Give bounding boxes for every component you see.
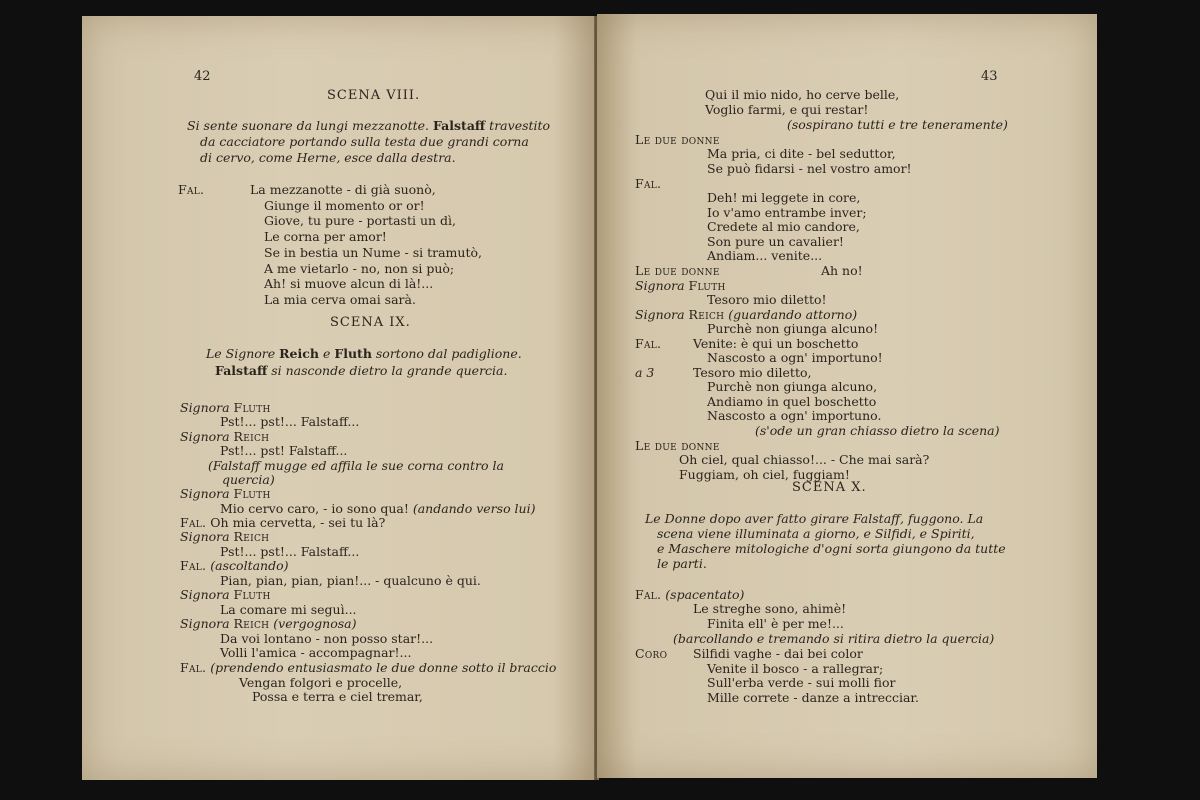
- text-run: La comare mi seguì...: [220, 602, 357, 617]
- text-run: Fal.: [635, 176, 662, 191]
- dialogue-line: [707, 146, 896, 161]
- dialogue-line: [673, 631, 994, 646]
- stage-direction: [657, 526, 975, 541]
- text-run: Fal.: [635, 587, 662, 602]
- text-run: Signora: [635, 307, 689, 322]
- text-run: scena viene illuminata a giorno, e Silfidi, e Spiriti,: [657, 526, 975, 541]
- dialogue-line: [635, 646, 667, 661]
- text-run: Pst!... pst!... Falstaff...: [220, 544, 360, 559]
- text-run: e Maschere mitologiche d'ogni sorta giungono da tutte: [657, 541, 1006, 556]
- text-run: Reich: [233, 616, 270, 631]
- dialogue-line: [635, 307, 857, 322]
- text-run: Mille correte - danze a intrecciar.: [707, 690, 919, 705]
- text-run: Finita ell' è per me!...: [707, 616, 844, 631]
- dialogue-line: [220, 631, 433, 646]
- dialogue-line: [180, 616, 356, 631]
- verse-line: La mia cerva omai sarà.: [264, 292, 416, 307]
- dialogue-line: [707, 248, 822, 263]
- text-run: Le Signore: [206, 346, 280, 361]
- dialogue-line: [707, 379, 877, 394]
- dialogue-line: [707, 292, 827, 307]
- text-run: travestito: [485, 118, 551, 133]
- text-run: Silfidi vaghe - dai bei color: [693, 646, 863, 661]
- dialogue-line: [635, 176, 661, 191]
- dialogue-line: [180, 587, 271, 602]
- dialogue-line: [707, 675, 895, 690]
- text-run: (andando verso lui): [412, 501, 536, 516]
- text-run: Ah no!: [821, 263, 863, 278]
- text-run: Fluth: [233, 587, 271, 602]
- dialogue-line: [239, 675, 402, 690]
- text-run: (Falstaff mugge ed affila le sue corna contro la: [208, 458, 504, 473]
- dialogue-line: [707, 190, 860, 205]
- text-run: si nasconde dietro la grande quercia.: [267, 363, 508, 378]
- right-page: [597, 14, 1097, 778]
- speaker-label: Fal.: [178, 182, 205, 197]
- dialogue-line: [180, 486, 271, 501]
- text-run: (guardando attorno): [724, 307, 858, 322]
- dialogue-line: [220, 573, 481, 588]
- verse-line: A me vietarlo - no, non si può;: [264, 261, 455, 276]
- dialogue-line: [693, 336, 858, 351]
- text-run: Voglio farmi, e qui restar!: [705, 102, 869, 117]
- dialogue-line: [707, 408, 881, 423]
- dialogue-line: [220, 443, 347, 458]
- text-run: da cacciatore portando sulla testa due grandi corna: [200, 134, 529, 149]
- dialogue-line: [693, 646, 863, 661]
- dialogue-line: [208, 458, 504, 473]
- text-run: Ma pria, ci dite - bel seduttor,: [707, 146, 896, 161]
- dialogue-line: [180, 400, 271, 415]
- dialogue-line: [705, 87, 899, 102]
- text-run: Signora: [180, 529, 234, 544]
- text-run: Se può fidarsi - nel vostro amor!: [707, 161, 912, 176]
- stage-direction: [657, 541, 1006, 556]
- text-run: Le due donne: [635, 263, 720, 278]
- text-run: e: [318, 346, 335, 361]
- text-run: Son pure un cavalier!: [707, 234, 844, 249]
- dialogue-line: [220, 602, 357, 617]
- dialogue-line: [707, 690, 919, 705]
- text-run: Signora: [180, 616, 234, 631]
- dialogue-line: [755, 423, 1000, 438]
- text-run: a 3: [635, 365, 655, 380]
- text-run: Purchè non giunga alcuno!: [707, 321, 879, 336]
- stage-direction: [215, 363, 507, 378]
- text-run: Credete al mio candore,: [707, 219, 860, 234]
- dialogue-line: [635, 336, 661, 351]
- text-run: sortono dal padiglione.: [371, 346, 522, 361]
- text-run: (spacentato): [661, 587, 745, 602]
- dialogue-line: [180, 660, 556, 675]
- stage-direction: [657, 556, 707, 571]
- text-run: Le due donne: [635, 438, 720, 453]
- dialogue-line: [821, 263, 863, 278]
- text-run: Mio cervo caro, - io sono qua!: [220, 501, 413, 516]
- dialogue-line: [707, 205, 867, 220]
- text-run: Fal.: [635, 336, 662, 351]
- dialogue-line: [180, 558, 289, 573]
- dialogue-line: [220, 645, 411, 660]
- text-run: Andiamo in quel boschetto: [707, 394, 877, 409]
- text-run: Fluth: [233, 486, 271, 501]
- dialogue-line: [635, 438, 720, 453]
- text-run: Signora: [180, 400, 234, 415]
- text-run: Pian, pian, pian, pian!... - qualcuno è qui.: [220, 573, 481, 588]
- text-run: Tesoro mio diletto,: [693, 365, 812, 380]
- stage-direction: [645, 511, 983, 526]
- dialogue-line: [635, 587, 744, 602]
- dialogue-line: [635, 365, 654, 380]
- page-number: 42: [194, 69, 211, 84]
- text-run: Signora: [180, 587, 234, 602]
- stage-direction: [200, 134, 529, 149]
- text-run: Falstaff: [215, 363, 268, 378]
- text-run: Nascosto a ogn' importuno.: [707, 408, 882, 423]
- page-number: 43: [981, 69, 998, 84]
- text-run: Coro: [635, 646, 668, 661]
- text-run: Sull'erba verde - sui molli fior: [707, 675, 896, 690]
- text-run: Possa e terra e ciel tremar,: [252, 689, 423, 704]
- dialogue-line: [693, 601, 846, 616]
- text-run: (ascoltando): [206, 558, 289, 573]
- dialogue-line: [707, 321, 878, 336]
- text-run: Vengan folgori e procelle,: [239, 675, 403, 690]
- text-run: Nascosto a ogn' importuno!: [707, 350, 883, 365]
- text-run: Andiam... venite...: [707, 248, 823, 263]
- dialogue-line: [693, 365, 811, 380]
- text-run: Da voi lontano - non posso star!...: [220, 631, 434, 646]
- text-run: Pst!... pst! Falstaff...: [220, 443, 348, 458]
- dialogue-line: [707, 234, 844, 249]
- verse-line: Giunge il momento or or!: [264, 198, 425, 213]
- dialogue-line: [707, 219, 860, 234]
- dialogue-line: [180, 515, 385, 530]
- text-run: Venite il bosco - a rallegrar;: [707, 661, 884, 676]
- text-run: Fluth: [233, 400, 271, 415]
- dialogue-line: [635, 132, 720, 147]
- dialogue-line: [635, 278, 726, 293]
- text-run: quercia): [222, 472, 275, 487]
- text-run: Io v'amo entrambe inver;: [707, 205, 867, 220]
- verse-line: Ah! si muove alcun di là!...: [264, 276, 434, 291]
- text-run: Falstaff: [432, 118, 486, 133]
- dialogue-line: [180, 529, 269, 544]
- verse-line: La mezzanotte - di già suonò,: [250, 182, 436, 197]
- text-run: Deh! mi leggete in core,: [707, 190, 861, 205]
- text-run: Reich: [688, 307, 725, 322]
- text-run: (prendendo entusiasmato le due donne sotto il braccio: [206, 660, 557, 675]
- text-run: Tesoro mio diletto!: [707, 292, 827, 307]
- dialogue-line: [635, 263, 720, 278]
- dialogue-line: [180, 429, 269, 444]
- text-run: Signora: [180, 486, 234, 501]
- dialogue-line: [707, 394, 876, 409]
- text-run: Oh mia cervetta, - sei tu là?: [206, 515, 386, 530]
- text-run: Pst!... pst!... Falstaff...: [220, 414, 360, 429]
- dialogue-line: [705, 102, 868, 117]
- dialogue-line: [220, 414, 359, 429]
- verse-line: Le corna per amor!: [264, 229, 387, 244]
- text-run: Fluth: [334, 346, 372, 361]
- left-page: [82, 16, 594, 780]
- text-run: (sospirano tutti e tre teneramente): [787, 117, 1008, 132]
- text-run: Le due donne: [635, 132, 720, 147]
- dialogue-line: [707, 661, 883, 676]
- text-run: Venite: è qui un boschetto: [693, 336, 859, 351]
- text-run: Si sente suonare da lungi mezzanotte.: [187, 118, 433, 133]
- dialogue-line: [220, 501, 535, 516]
- text-run: Fluth: [688, 278, 726, 293]
- text-run: di cervo, come Herne, esce dalla destra.: [200, 150, 456, 165]
- text-run: Signora: [180, 429, 234, 444]
- dialogue-line: [707, 350, 883, 365]
- stage-direction: [206, 346, 522, 361]
- text-run: Fal.: [180, 660, 207, 675]
- text-run: Fal.: [180, 558, 207, 573]
- text-run: Reich: [279, 346, 319, 361]
- text-run: (s'ode un gran chiasso dietro la scena): [755, 423, 1000, 438]
- text-run: Oh ciel, qual chiasso!... - Che mai sarà?: [679, 452, 930, 467]
- dialogue-line: [222, 472, 275, 487]
- scene-title: SCENA X.: [792, 480, 867, 495]
- text-run: (barcollando e tremando si ritira dietro la quercia): [673, 631, 995, 646]
- dialogue-line: [707, 616, 844, 631]
- text-run: Fal.: [180, 515, 207, 530]
- scene-title: SCENA VIII.: [327, 88, 421, 103]
- text-run: Le streghe sono, ahimè!: [693, 601, 847, 616]
- text-run: Fuggiam, oh ciel, fuggiam!: [679, 467, 850, 482]
- text-run: Purchè non giunga alcuno,: [707, 379, 878, 394]
- text-run: Signora: [635, 278, 689, 293]
- text-run: le parti.: [657, 556, 707, 571]
- text-run: Volli l'amica - accompagnar!...: [220, 645, 412, 660]
- dialogue-line: [252, 689, 423, 704]
- text-run: Le Donne dopo aver fatto girare Falstaff, fuggono. La: [645, 511, 984, 526]
- stage-direction: [200, 150, 456, 165]
- verse-line: Giove, tu pure - portasti un dì,: [264, 213, 456, 228]
- dialogue-line: [679, 452, 929, 467]
- text-run: Reich: [233, 529, 270, 544]
- dialogue-line: [220, 544, 359, 559]
- scene-title: SCENA IX.: [330, 315, 411, 330]
- text-run: (vergognosa): [269, 616, 357, 631]
- dialogue-line: [787, 117, 1008, 132]
- text-run: Reich: [233, 429, 270, 444]
- verse-line: Se in bestia un Nume - si tramutò,: [264, 245, 482, 260]
- stage-direction: [187, 118, 550, 133]
- dialogue-line: [707, 161, 912, 176]
- text-run: Qui il mio nido, ho cerve belle,: [705, 87, 900, 102]
